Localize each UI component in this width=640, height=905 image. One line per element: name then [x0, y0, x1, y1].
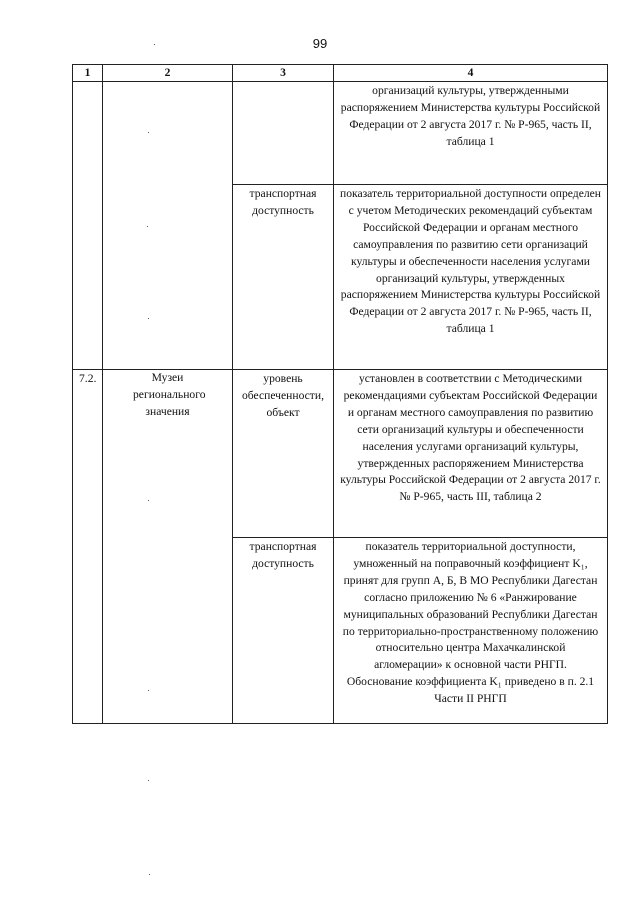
scan-speck	[148, 500, 149, 501]
indicator-text: транспортная доступность	[249, 540, 317, 570]
scan-speck	[147, 226, 148, 227]
scan-speck	[148, 318, 149, 319]
row-indicator-cell	[233, 370, 334, 538]
table-header-row	[73, 65, 608, 82]
description-text: показатель территориальной доступности определен с учетом Методических рекомендаций субъектам Российской Федерации и органам местного самоуправления по развитию сети организаций культуры и обеспеченности населения услугами организаций культуры, утвержденных распоряжением Министерства культуры Российской Федерации от 2 августа 2017 г. № Р-965, часть II, таблица 1	[340, 187, 601, 336]
row-description-cell	[334, 82, 608, 185]
description-text: показатель территориальной доступности, умноженный на поправочный коэффициент K₁, принят для групп А, Б, В МО Республики Дагестан согласно приложению № 6 «Ранжирование муниципальных образований Республики Дагестан по территориально-пространственному положению относительно центра Махачкалинской агломерации» к основной части РНГП. Обоснование коэффициента K₁ приведено в п. 2.1 Части II РНГП	[342, 540, 599, 706]
row-name-text: Музеи регионального значения	[133, 371, 206, 418]
header-col-4: 4	[334, 65, 608, 82]
scan-speck	[148, 780, 149, 781]
header-col-2: 2	[103, 65, 233, 82]
row-number-cell	[73, 370, 103, 724]
row-indicator-cell	[233, 185, 334, 370]
norms-table	[72, 64, 608, 724]
row-description-cell	[334, 370, 608, 538]
row-indicator-cell	[233, 82, 334, 185]
scan-speck	[148, 690, 149, 691]
header-col-1: 1	[73, 65, 103, 82]
table-row	[73, 370, 608, 538]
row-name-cell	[103, 82, 233, 370]
row-indicator-cell	[233, 538, 334, 724]
row-name-cell	[103, 370, 233, 724]
description-text: установлен в соответствии с Методическими рекомендациями субъектам Российской Федерации и органам местного самоуправления по развитию сети организаций культуры и обеспеченности населения услугами организаций культуры, утвержденных распоряжением Министерства культуры Российской Федерации от 2 августа 2017 г. № Р-965, часть III, таблица 2	[340, 372, 601, 504]
header-col-3: 3	[233, 65, 334, 82]
page-number: 99	[312, 36, 328, 51]
row-description-cell	[334, 538, 608, 724]
indicator-text: транспортная доступность	[249, 187, 317, 217]
scan-speck	[149, 874, 150, 875]
row-description-cell	[334, 185, 608, 370]
indicator-text: уровень обеспеченности, объект	[242, 372, 324, 419]
scan-speck	[154, 44, 155, 45]
scan-speck	[148, 132, 149, 133]
description-text: организаций культуры, утвержденными распоряжением Министерства культуры Российской Федерации от 2 августа 2017 г. № Р-965, часть II, таблица 1	[340, 84, 601, 148]
row-number-text: 7.2.	[79, 372, 97, 385]
table-row	[73, 82, 608, 185]
row-number-cell	[73, 82, 103, 370]
